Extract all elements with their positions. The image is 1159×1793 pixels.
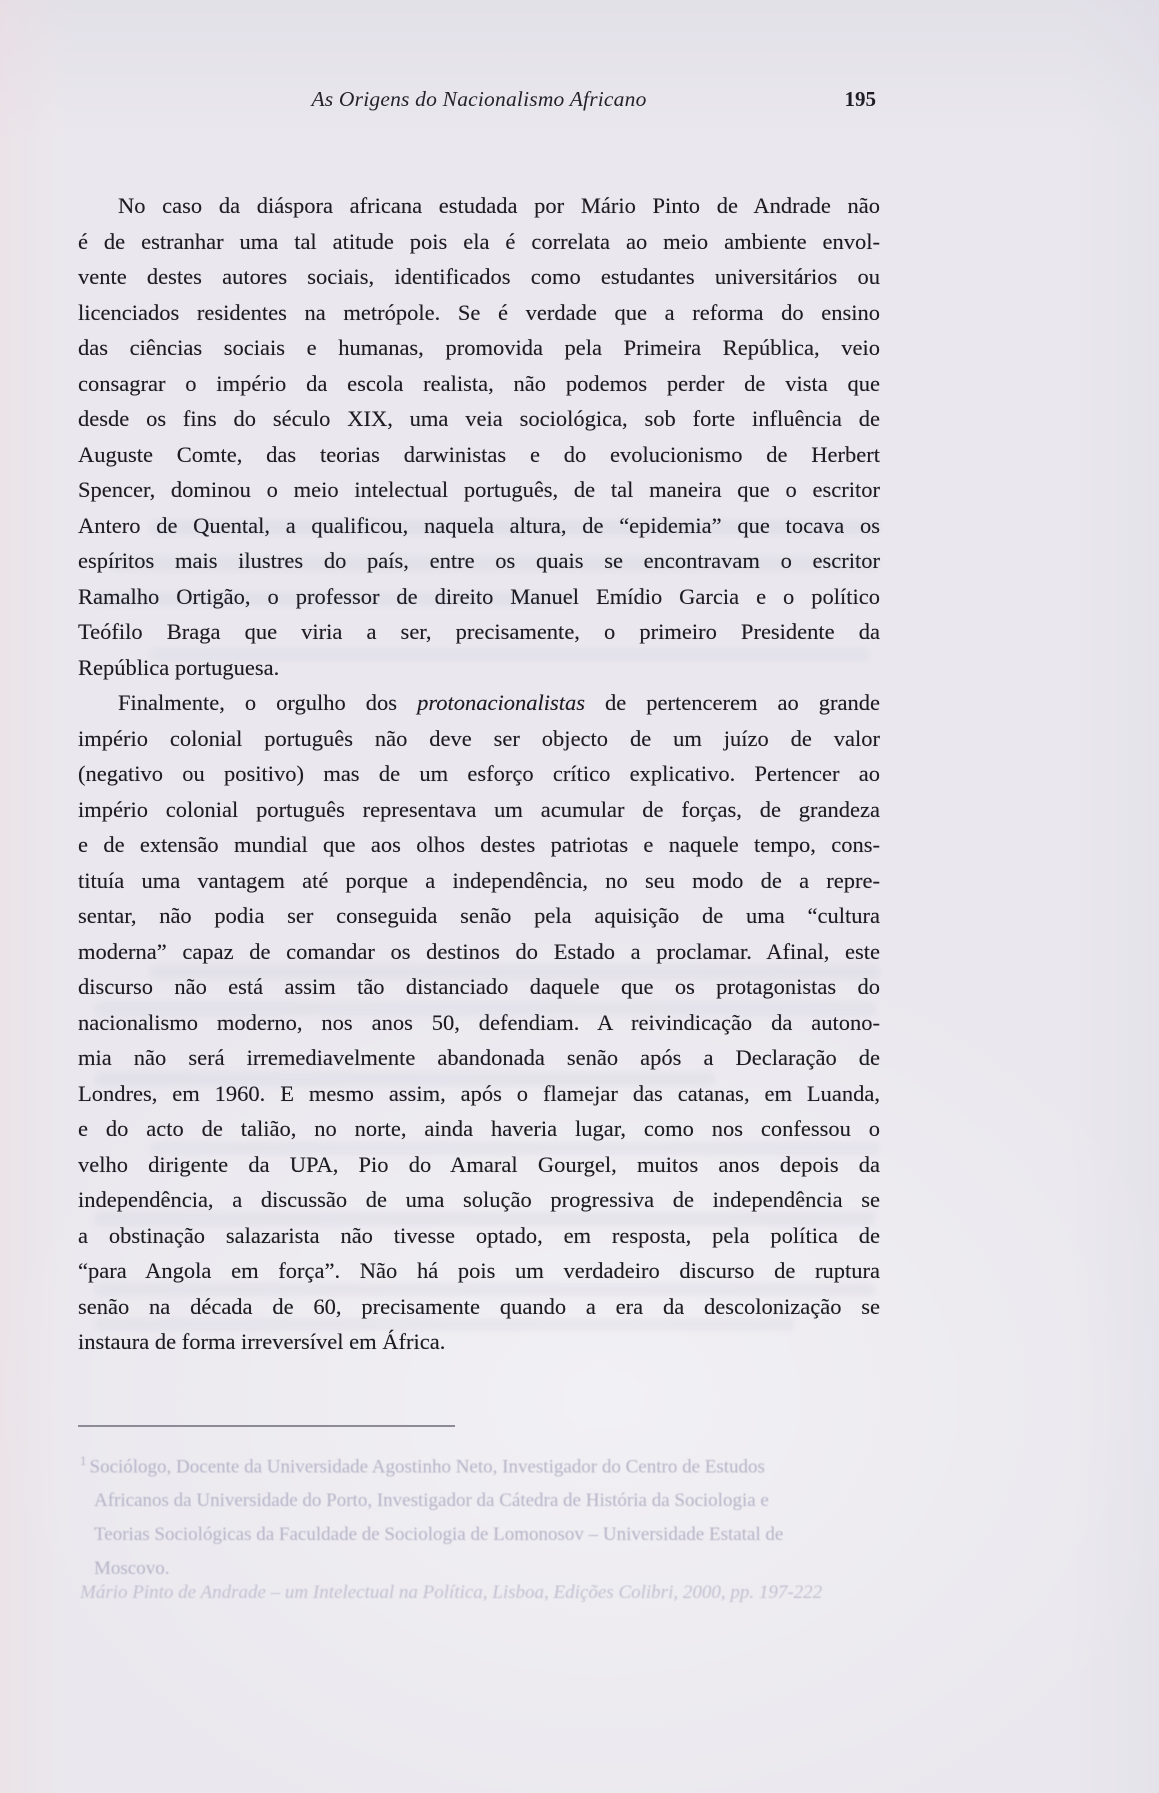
text-line: Finalmente, o orgulho dos protonacionalistas de pertencerem ao grande xyxy=(118,690,880,715)
text-line: discurso não está assim tão distanciado daquele que os protagonistas do xyxy=(78,974,880,999)
text-line: império colonial português não deve ser objecto de um juízo de valor xyxy=(78,725,880,751)
citation-line: Mário Pinto de Andrade – um Intelectual na Política, Lisboa, Edições Colibri, 2000, pp. 197-222 xyxy=(80,1582,823,1603)
text-line: independência, a discussão de uma solução progressiva de independência se xyxy=(78,1187,880,1212)
text-line: mia não será irremediavelmente abandonada senão após a Declaração de xyxy=(78,1045,880,1070)
footnote xyxy=(80,1444,890,1586)
text-line: e de extensão mundial que aos olhos destes patriotas e naquele tempo, cons- xyxy=(78,832,880,857)
text-line: consagrar o império da escola realista, não podemos perder de vista que xyxy=(78,370,880,396)
text-line: Teófilo Braga que viria a ser, precisamente, o primeiro Presidente da xyxy=(78,619,880,644)
footnote-line: Africanos da Universidade do Porto, Investigador da Cátedra de História da Sociologia e xyxy=(94,1490,769,1512)
footnote-line: Teorias Sociológicas da Faculdade de Sociologia de Lomonosov – Universidade Estatal de xyxy=(94,1524,784,1546)
text-line: “para Angola em força”. Não há pois um verdadeiro discurso de ruptura xyxy=(78,1258,880,1283)
footnote-text: Sociólogo, Docente da Universidade Agostinho Neto, Investigador do Centro de Estudos xyxy=(89,1456,765,1478)
text-line: império colonial português representava um acumular de forças, de grandeza xyxy=(78,796,880,822)
text-line: instaura de forma irreversível em África. xyxy=(78,1329,446,1354)
page-number: 195 xyxy=(844,87,876,111)
text-line: é de estranhar uma tal atitude pois ela é correlata ao meio ambiente envol- xyxy=(78,228,880,254)
text-line: No caso da diáspora africana estudada por Mário Pinto de Andrade não xyxy=(118,193,880,218)
text-line: senão na década de 60, precisamente quando a era da descolonização se xyxy=(78,1293,880,1319)
text-line: a obstinação salazarista não tivesse optado, em resposta, pela política de xyxy=(78,1222,880,1248)
footnote-line: Moscovo. xyxy=(94,1558,170,1580)
footnote-line xyxy=(80,1444,890,1484)
paragraph-2 xyxy=(78,685,880,1360)
running-header xyxy=(78,84,880,116)
text-line: Ramalho Ortigão, o professor de direito Manuel Emídio Garcia e o político xyxy=(78,583,880,609)
footnote-separator-rule xyxy=(78,1425,455,1427)
text-line: tituía uma vantagem até porque a independência, no seu modo de a repre- xyxy=(78,867,880,893)
text-line: nacionalismo moderno, nos anos 50, defendiam. A reivindicação da autono- xyxy=(78,1009,880,1035)
text-line: vente destes autores sociais, identificados como estudantes universitários ou xyxy=(78,264,880,289)
text-line: licenciados residentes na metrópole. Se é verdade que a reforma do ensino xyxy=(78,299,880,325)
text-line: moderna” capaz de comandar os destinos do Estado a proclamar. Afinal, este xyxy=(78,938,880,964)
text-line: Auguste Comte, das teorias darwinistas e do evolucionismo de Herbert xyxy=(78,441,880,467)
text-line: das ciências sociais e humanas, promovida pela Primeira República, veio xyxy=(78,335,880,360)
text-line: sentar, não podia ser conseguida senão pela aquisição de uma “cultura xyxy=(78,903,880,928)
text-line: República portuguesa. xyxy=(78,654,280,680)
body-text xyxy=(78,188,880,1360)
text-line: desde os fins do século XIX, uma veia sociológica, sob forte influência de xyxy=(78,406,880,431)
running-header-title: As Origens do Nacionalismo Africano xyxy=(311,87,647,111)
text-line: espíritos mais ilustres do país, entre os quais se encontravam o escritor xyxy=(78,548,880,573)
text-line: Antero de Quental, a qualificou, naquela altura, de “epidemia” que tocava os xyxy=(78,512,880,538)
text-line: (negativo ou positivo) mas de um esforço crítico explicativo. Pertencer ao xyxy=(78,761,880,786)
footnote-marker: 1 xyxy=(80,1453,87,1468)
text-line: Spencer, dominou o meio intelectual português, de tal maneira que o escritor xyxy=(78,477,880,502)
text-line: Londres, em 1960. E mesmo assim, após o flamejar das catanas, em Luanda, xyxy=(78,1080,880,1106)
text-line: velho dirigente da UPA, Pio do Amaral Gourgel, muitos anos depois da xyxy=(78,1151,880,1177)
paragraph-1 xyxy=(78,188,880,685)
text-line: e do acto de talião, no norte, ainda haveria lugar, como nos confessou o xyxy=(78,1116,880,1141)
